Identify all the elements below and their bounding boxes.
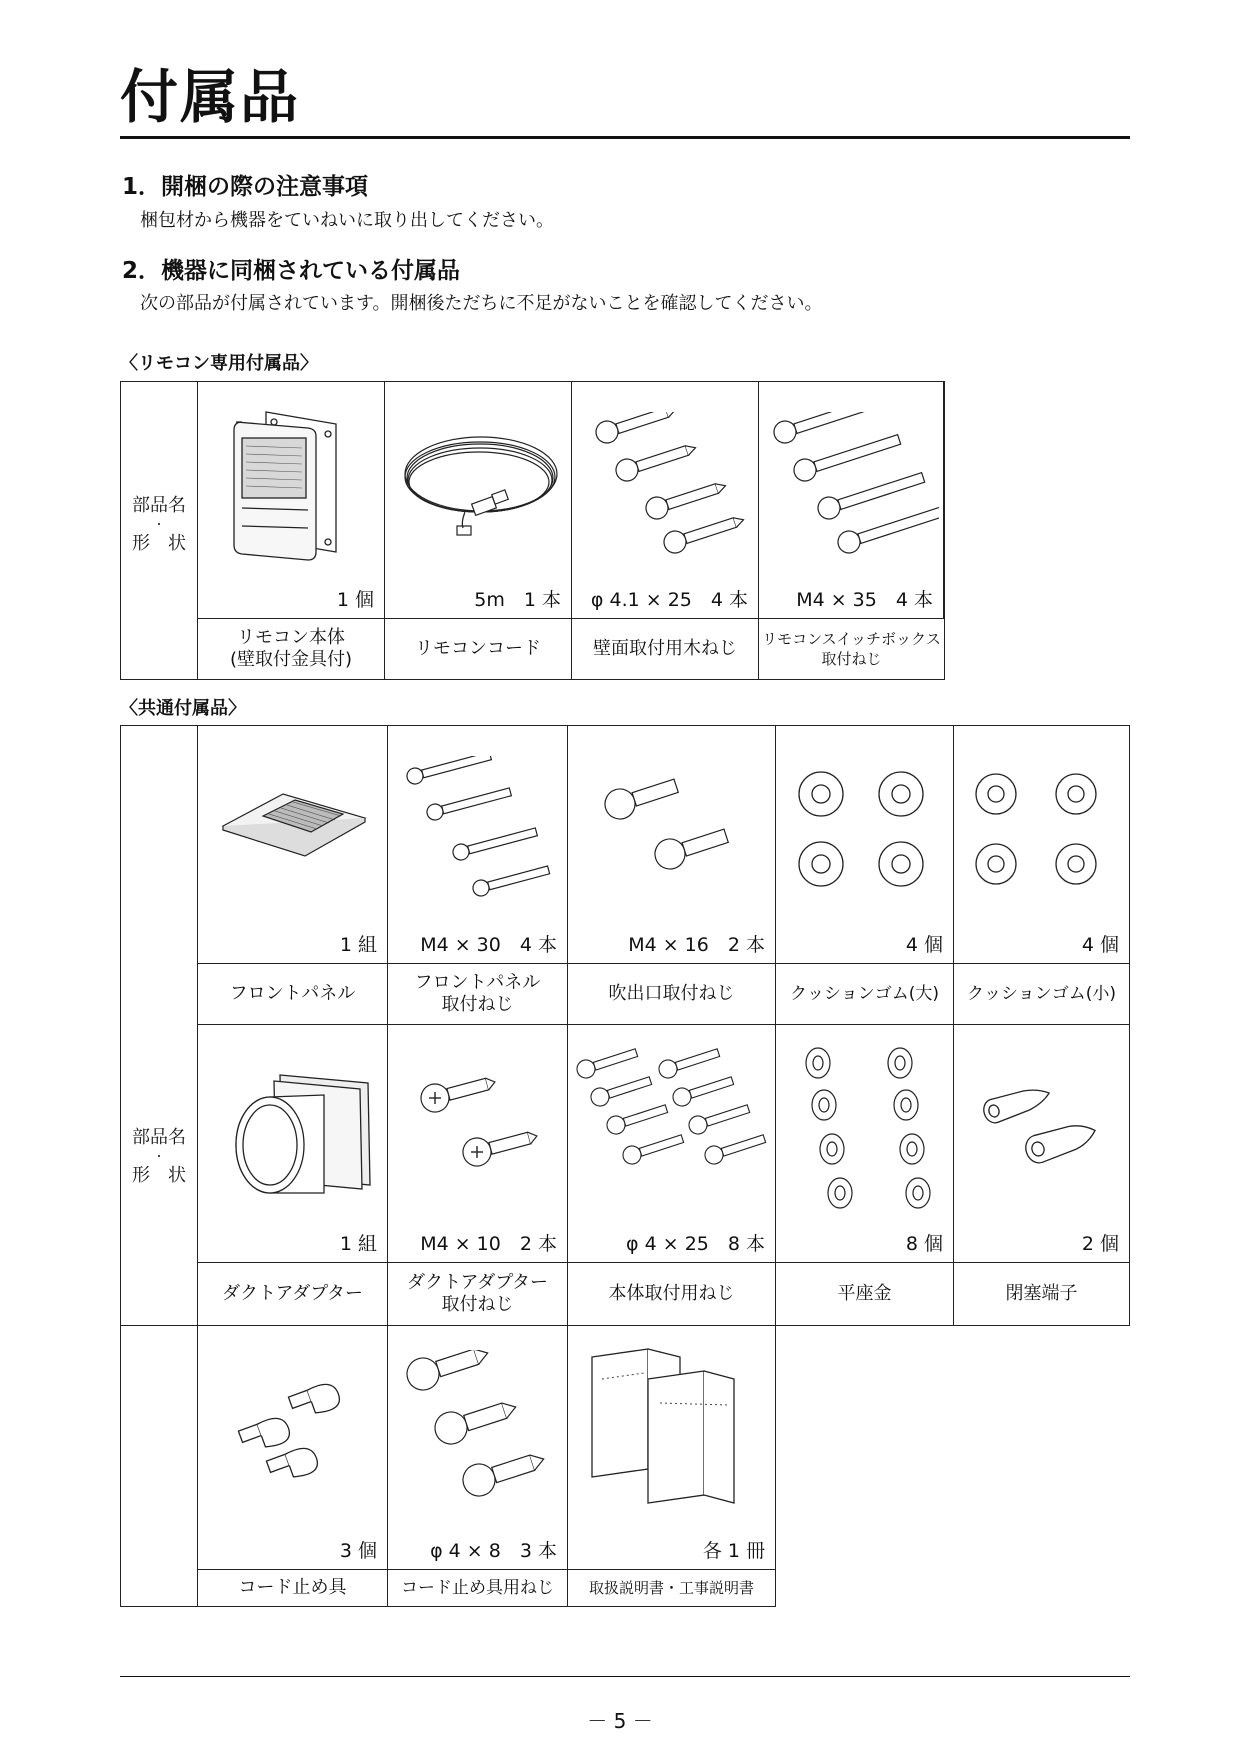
closed-end-connector-icon [974,1085,1114,1185]
remote-cord-picture-cell [385,382,572,619]
side-label: 部品名 ・ 形 状 [132,495,186,554]
flat-washer-qty: 8 個 [905,1233,943,1255]
side-label-cell [121,726,198,1325]
front-panel-screw-qty: M4 × 30 4 本 [420,934,557,956]
duct-adapter-qty: 1 組 [339,1233,377,1255]
cushion-rubber-small-icon [966,764,1116,894]
flat-washer-icon [796,1043,936,1218]
switchbox-screw-name-cell [759,619,944,679]
remote-cord-name: リモコンコード [415,638,541,659]
duct-adapter-picture-cell [198,1025,388,1263]
coiled-cord-icon [395,422,565,552]
closed-end-picture-cell [954,1025,1129,1263]
duct-adapter-icon [228,1055,378,1205]
front-panel-screw-picture-cell [388,726,568,964]
flat-washer-name-cell [776,1263,954,1325]
cord-clamp-name-cell [198,1570,388,1606]
duct-adapter-screw-qty: M4 × 10 2 本 [420,1233,557,1255]
cushion-large-picture-cell [776,726,954,964]
body-screw-name: 本体取付用ねじ [608,1283,735,1304]
remote-controller-icon [228,402,358,562]
remote-cord-name-cell [385,619,572,679]
outlet-screw-name: 吹出口取付ねじ [608,983,735,1004]
tapping-screw-icon [572,1045,772,1215]
section-2-body: 次の部品が付属されています。開梱後ただちに不足がないことを確認してください。 [140,293,823,314]
switchbox-screw-picture-cell [759,382,944,619]
clamp-screw-picture-cell [388,1325,568,1570]
manual-qty: 各 1 冊 [702,1540,765,1562]
section-1-body: 梱包材から機器をていねいに取り出してください。 [140,210,554,231]
side-label-cell [121,382,198,679]
clamp-screw-name: コード止め具用ねじ [401,1578,554,1598]
front-panel-icon [213,786,373,876]
cushion-small-picture-cell [954,726,1129,964]
remote-cord-qty: 5m 1 本 [474,589,561,611]
cord-clamp-icon [228,1380,358,1490]
body-screw-picture-cell [568,1025,776,1263]
outlet-screw-name-cell [568,964,776,1025]
front-panel-screw-name: フロントパネル 取付ねじ [414,972,541,1015]
duct-adapter-name-cell [198,1263,388,1325]
manual-booklet-icon [588,1345,758,1520]
remote-table-label: 〈リモコン専用付属品〉 [120,353,318,374]
remote-body-name: リモコン本体 (壁取付金具付) [229,627,353,670]
side-label: 部品名 ・ 形 状 [132,1127,186,1186]
machine-screw-icon [767,412,939,562]
title-rule [120,136,1130,139]
long-screw-icon [403,756,553,906]
closed-end-qty: 2 個 [1081,1233,1119,1255]
cushion-rubber-large-icon [791,764,941,894]
closed-end-name: 閉塞端子 [1005,1283,1078,1304]
cushion-large-name-cell [776,964,954,1025]
page-number: － 5 － [587,1709,653,1733]
body-screw-name-cell [568,1263,776,1325]
section-1-heading: 1．開梱の際の注意事項 [122,174,369,200]
switchbox-screw-name: リモコンスイッチボックス 取付ねじ [762,630,941,668]
body-screw-qty: φ 4 × 25 8 本 [626,1233,765,1255]
cushion-small-qty: 4 個 [1081,934,1119,956]
outlet-screw-qty: M4 × 16 2 本 [628,934,765,956]
front-panel-name: フロントパネル [229,983,356,1004]
duct-adapter-screw-name: ダクトアダプター 取付ねじ [407,1272,548,1315]
cushion-small-name-cell [954,964,1129,1025]
front-panel-name-cell [198,964,388,1025]
remote-accessories-table [120,381,945,680]
duct-adapter-name: ダクトアダプター [222,1283,363,1304]
remote-body-picture-cell [198,382,385,619]
remote-body-name-cell [198,619,385,679]
duct-adapter-screw-picture-cell [388,1025,568,1263]
manual-picture-cell [568,1325,775,1570]
cord-clamp-picture-cell [198,1325,388,1570]
flat-washer-picture-cell [776,1025,954,1263]
side-label-cell [121,1325,198,1606]
remote-body-qty: 1 個 [336,589,374,611]
clamp-screw-name-cell [388,1570,568,1606]
cord-clamp-qty: 3 個 [339,1540,377,1562]
section-2-heading: 2．機器に同梱されている付属品 [122,258,461,284]
front-panel-screw-name-cell [388,964,568,1025]
wood-screw-picture-cell [572,382,759,619]
cushion-large-name: クッションゴム(大) [790,984,939,1004]
cushion-small-name: クッションゴム(小) [967,984,1116,1004]
switchbox-screw-qty: M4 × 35 4 本 [796,589,933,611]
common-accessories-table-row3 [120,1325,776,1607]
outlet-screw-picture-cell [568,726,776,964]
flat-washer-name: 平座金 [837,1283,892,1304]
wood-screw-qty: φ 4.1 × 25 4 本 [590,589,748,611]
front-panel-qty: 1 組 [339,934,377,956]
cord-clamp-name: コード止め具 [238,1577,347,1598]
wood-screw-icon [587,412,747,562]
phillips-screw-icon [413,1070,553,1190]
manual-name: 取扱説明書・工事説明書 [588,1579,754,1597]
footer-rule [120,1676,1130,1677]
wood-screw-name: 壁面取付用木ねじ [593,638,737,659]
common-table-label: 〈共通付属品〉 [120,698,246,719]
page-title: 付属品 [120,63,301,131]
front-panel-picture-cell [198,726,388,964]
duct-adapter-screw-name-cell [388,1263,568,1325]
cushion-large-qty: 4 個 [905,934,943,956]
clamp-screw-qty: φ 4 × 8 3 本 [430,1540,557,1562]
clamp-screw-icon [403,1350,553,1510]
common-accessories-table [120,725,1130,1326]
wood-screw-name-cell [572,619,759,679]
short-screw-icon [598,776,748,886]
manual-name-cell [568,1570,775,1606]
closed-end-name-cell [954,1263,1129,1325]
